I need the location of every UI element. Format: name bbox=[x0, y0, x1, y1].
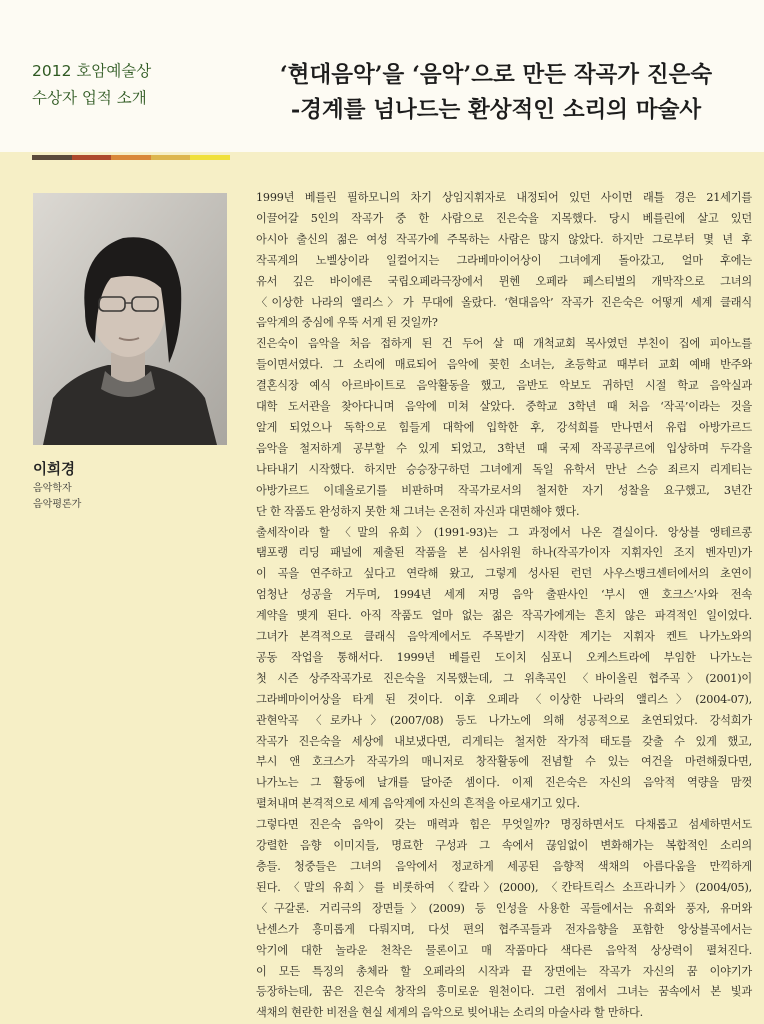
article-line: 〈이상한 나라의 앨리스〉가 무대에 올랐다. ‘현대음악’ 작곡가 진은숙은 어떻게 세계 클래식 bbox=[256, 295, 752, 309]
article-line: 그렇다면 진은숙 음악이 갖는 매력과 힘은 무엇일까? 명징하면서도 다채롭고 섬세하면서도 bbox=[256, 818, 752, 832]
article-line: 악기에 대한 놀라운 천착은 물론이고 매 작품마다 색다른 음악적 상상력이 펼쳐진다. bbox=[256, 943, 752, 957]
article-line: 결혼식장 예식 아르바이트로 음악활동을 했고, 음반도 악보도 귀하던 시절 학교 음악실과 bbox=[256, 379, 752, 393]
article-line: 단 한 작품도 완성하지 못한 채 그녀는 온전히 자신과 대면해야 했다. bbox=[256, 504, 580, 518]
award-label bbox=[32, 58, 202, 112]
article-line: 그녀가 본격적으로 클래식 음악계에서도 주목받기 시작한 계기는 지휘자 켄트 나가노와의 bbox=[256, 630, 752, 644]
article-line: 층들. 청중들은 그녀의 음악에서 정교하게 세공된 음향적 색채의 아름다움을 만끽하게 bbox=[256, 860, 752, 873]
article-line: 부시 앤 호크스가 작곡가의 매니저로 창작활동에 전념할 수 있는 여건을 마련해줬다면, bbox=[256, 755, 752, 769]
article-title bbox=[236, 58, 756, 128]
header-band bbox=[0, 0, 764, 152]
article-line: 나가노는 그 활동에 날개를 달아준 셈이다. 이제 진은숙은 자신의 음악적 역량을 맘껏 bbox=[256, 776, 752, 790]
color-stripe-2 bbox=[72, 155, 112, 160]
article-line: 1999년 베를린 필하모니의 차기 상임지휘자로 내정되어 있던 사이먼 래틀 경은 21세기를 bbox=[256, 191, 752, 204]
article-line: 들이면서였다. 그 소리에 매료되어 음악에 꽂힌 소녀는, 초등학교 때부터 교회 예배 반주와 bbox=[256, 358, 752, 372]
author-portrait-photo bbox=[33, 193, 227, 445]
article-line: 그라베마이어상을 타게 된 것이다. 이후 오페라 〈이상한 나라의 앨리스〉(2004-07), bbox=[256, 692, 752, 706]
article-line: 아방가르드 이데올로기를 비판하며 작곡가로서의 철저한 자기 성찰을 요구했고, 3년간 bbox=[256, 483, 752, 497]
color-stripe-5 bbox=[190, 155, 230, 160]
award-desc-line: 수상자 업적 소개 bbox=[32, 89, 147, 107]
article-line: 나타내기 시작했다. 하지만 승승장구하던 그녀에게 독일 유학서 만난 스승 죄르지 리게티는 bbox=[256, 462, 752, 476]
title-line-1: ‘현대음악’을 ‘음악’으로 만든 작곡가 진은숙 bbox=[279, 62, 713, 88]
article-line: 강렬한 음향 이미지들, 명료한 구성과 그 속에서 끊임없이 변화해가는 복합적인 소리의 bbox=[256, 839, 752, 853]
article-line: 탬포랭 리딩 패널에 제출된 작품을 본 심사위원 하나(작곡가이자 지휘자인 조지 벤자민)가 bbox=[256, 546, 752, 560]
article-line: 진은숙이 음악을 처음 접하게 된 건 두어 살 때 개척교회 목사였던 부친이 집에 피아노를 bbox=[256, 337, 752, 351]
article-line: 난센스가 흥미롭게 다뤄지며, 다섯 편의 협주곡들과 전자음향을 포함한 앙상블곡에서는 bbox=[256, 922, 752, 936]
author-role-2: 음악평론가 bbox=[33, 499, 82, 510]
article-line: 된다. 〈말의 유희〉를 비롯하여 〈칼라〉(2000), 〈칸타트릭스 소프라니카〉(2004/05), bbox=[256, 880, 752, 894]
color-stripe-3 bbox=[111, 155, 151, 160]
article-line: 작곡가 진은숙을 세상에 내보냈다면, 리게티는 철저한 작가적 태도를 갖출 수 있게 했고, bbox=[256, 734, 752, 748]
article-line: 이 곡을 연주하고 싶다고 연락해 왔고, 그렇게 성사된 런던 사우스뱅크센터에서의 초연이 bbox=[256, 567, 752, 581]
article-line: 첫 시즌 상주작곡가로 진은숙을 지목했는데, 그 위촉곡인 〈바이올린 협주곡〉(2001)이 bbox=[256, 671, 752, 685]
color-stripe-1 bbox=[32, 155, 72, 160]
award-year-line: 2012 호암예술상 bbox=[32, 62, 152, 80]
article-line: 등장하는데, 꿈은 진은숙 창작의 흥미로운 원천이다. 그런 점에서 그녀는 꿈속에서 본 빛과 bbox=[256, 985, 752, 999]
article-line: 이끌어갈 5인의 작곡가 중 한 사람으로 진은숙을 지목했다. 당시 베를린에 살고 있던 bbox=[256, 211, 752, 225]
article-line: 이 모든 특징의 총체라 할 오페라의 시작과 끝 장면에는 작곡가 자신의 꿈 이야기가 bbox=[256, 964, 752, 978]
article-line: 작곡계의 노벨상이라 일컬어지는 그라베마이어상이 그녀에게 돌아갔고, 얼마 후에는 bbox=[256, 253, 752, 267]
author-name: 이희경 bbox=[33, 462, 76, 478]
article-line: 색채의 현란한 비전을 현실 세계의 음악으로 빚어내는 소리의 마술사라 할 만하다. bbox=[256, 1006, 643, 1020]
article-line: 펼쳐내며 본격적으로 세계 음악계에 자신의 흔적을 아로새기고 있다. bbox=[256, 797, 580, 811]
color-stripe-4 bbox=[151, 155, 191, 160]
article-line: 알게 되었으나 독학으로 힘들게 대학에 입학한 후, 강석희를 만나면서 유럽 아방가르드 bbox=[256, 420, 752, 434]
article-line: 관현악곡 〈로카나〉(2007/08) 등도 나가노에 의해 성공적으로 초연되었다. 강석희가 bbox=[256, 713, 752, 727]
article-line: 계약을 맺게 된다. 아직 작품도 얼마 없는 젊은 작곡가에게는 흔치 않은 파격적인 일이었다. bbox=[256, 609, 752, 623]
article-line: 음악을 철저하게 공부할 수 있게 되었고, 3학년 때 국제 작곡공쿠르에 입상하며 두각을 bbox=[256, 441, 752, 455]
title-line-2: -경계를 넘나드는 환상적인 소리의 마술사 bbox=[290, 97, 702, 123]
article-line: 〈구갈론. 거리극의 장면들〉(2009) 등 인성을 사용한 곡들에서는 유희와 풍자, 유머와 bbox=[256, 901, 752, 915]
article-line: 음악계의 중심에 우뚝 서게 된 것일까? bbox=[256, 316, 438, 330]
color-stripe-bar bbox=[32, 155, 230, 160]
article-line: 대학 도서관을 찾아다니며 음악에 미쳐 살았다. 중학교 3학년 때 처음 ‘작곡’이라는 것을 bbox=[256, 400, 752, 414]
article-line: 엄청난 성공을 거두며, 1994년 세계 저명 음악 출판사인 ‘부시 앤 호크스’사와 전속 bbox=[256, 588, 752, 602]
article-line: 아시아 출신의 젊은 여성 작곡가에 주목하는 사람은 많지 않았다. 하지만 그로부터 몇 년 후 bbox=[256, 232, 752, 246]
article-line: 공동 작업을 통해서다. 1999년 베를린 도이치 심포니 오케스트라에 부임한 나가노는 bbox=[256, 650, 752, 664]
article-line: 출세작이라 할 〈말의 유희〉(1991-93)는 그 과정에서 나온 결실이다. 앙상블 앵테르콩 bbox=[256, 525, 752, 539]
article-line: 유서 깊은 바이에른 국립오페라극장에서 뮌헨 오페라 페스티벌의 개막작으로 그녀의 bbox=[256, 274, 752, 288]
author-roles bbox=[33, 481, 81, 513]
article-body bbox=[256, 188, 752, 1024]
author-role-1: 음악학자 bbox=[33, 483, 72, 494]
